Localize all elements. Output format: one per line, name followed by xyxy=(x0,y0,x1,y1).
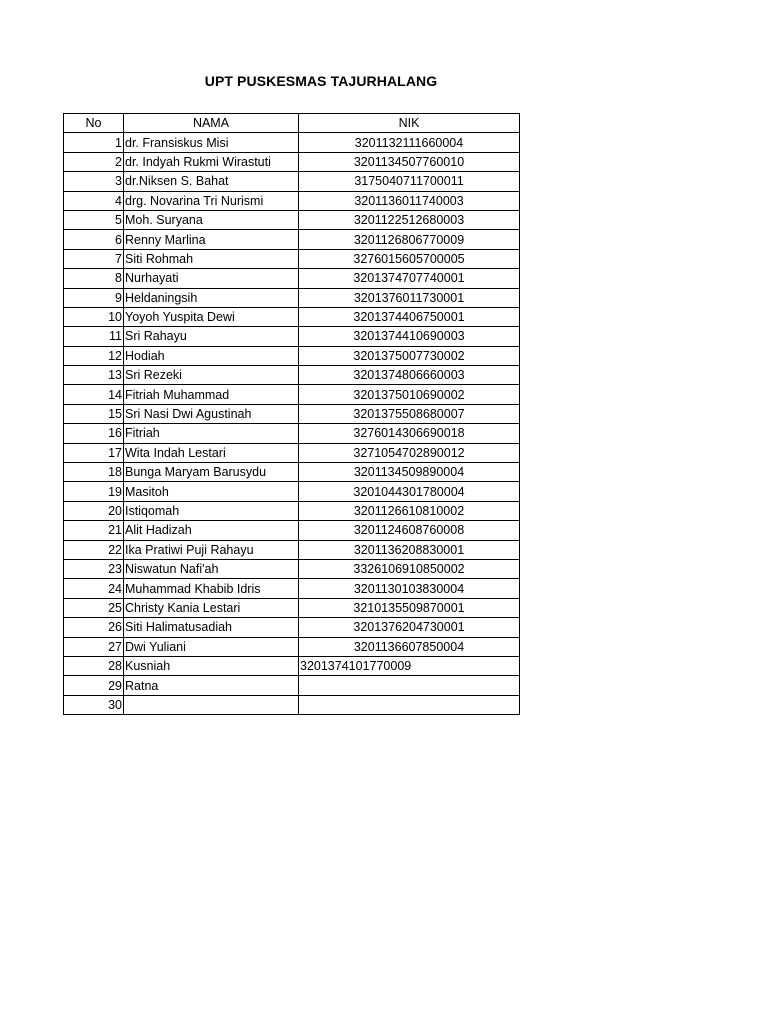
row-number: 18 xyxy=(64,463,124,482)
row-nik xyxy=(299,676,520,695)
row-number: 27 xyxy=(64,637,124,656)
row-name: Renny Marlina xyxy=(124,230,299,249)
column-header-nama: NAMA xyxy=(124,114,299,133)
row-name: dr. Indyah Rukmi Wirastuti xyxy=(124,152,299,171)
row-name: Fitriah Muhammad xyxy=(124,385,299,404)
row-name: Sri Rahayu xyxy=(124,327,299,346)
row-number: 12 xyxy=(64,346,124,365)
row-name xyxy=(124,695,299,714)
row-nik: 3175040711700011 xyxy=(299,172,520,191)
row-nik: 3201374806660003 xyxy=(299,366,520,385)
row-nik: 3201374101770009 xyxy=(299,656,520,675)
row-nik: 3210135509870001 xyxy=(299,598,520,617)
table-row xyxy=(64,133,520,152)
row-number: 28 xyxy=(64,656,124,675)
table-row xyxy=(64,307,520,326)
row-nik: 3326106910850002 xyxy=(299,559,520,578)
table-row xyxy=(64,501,520,520)
row-number: 22 xyxy=(64,540,124,559)
table-row xyxy=(64,191,520,210)
row-name: Dwi Yuliani xyxy=(124,637,299,656)
row-number: 20 xyxy=(64,501,124,520)
row-nik: 3201375508680007 xyxy=(299,404,520,423)
table-row xyxy=(64,172,520,191)
row-number: 10 xyxy=(64,307,124,326)
row-number: 14 xyxy=(64,385,124,404)
table-row xyxy=(64,579,520,598)
row-number: 2 xyxy=(64,152,124,171)
row-number: 8 xyxy=(64,269,124,288)
row-nik: 3201375010690002 xyxy=(299,385,520,404)
row-name: Bunga Maryam Barusydu xyxy=(124,463,299,482)
row-nik: 3201376011730001 xyxy=(299,288,520,307)
table-row xyxy=(64,366,520,385)
row-name: Christy Kania Lestari xyxy=(124,598,299,617)
table-row xyxy=(64,269,520,288)
row-name: Sri Rezeki xyxy=(124,366,299,385)
table-row xyxy=(64,443,520,462)
row-name: Sri Nasi Dwi Agustinah xyxy=(124,404,299,423)
page-title: UPT PUSKESMAS TAJURHALANG xyxy=(204,73,438,89)
table-row xyxy=(64,346,520,365)
row-nik xyxy=(299,695,520,714)
row-nik: 3201376204730001 xyxy=(299,618,520,637)
table-row xyxy=(64,676,520,695)
table-body xyxy=(64,133,520,715)
row-number: 16 xyxy=(64,424,124,443)
row-number: 11 xyxy=(64,327,124,346)
row-name: Ika Pratiwi Puji Rahayu xyxy=(124,540,299,559)
row-nik: 3201374410690003 xyxy=(299,327,520,346)
table-row xyxy=(64,249,520,268)
row-number: 19 xyxy=(64,482,124,501)
row-number: 17 xyxy=(64,443,124,462)
table-row xyxy=(64,637,520,656)
row-nik: 3201132111660004 xyxy=(299,133,520,152)
row-number: 9 xyxy=(64,288,124,307)
table-row xyxy=(64,230,520,249)
table-row xyxy=(64,152,520,171)
row-number: 24 xyxy=(64,579,124,598)
row-nik: 3276014306690018 xyxy=(299,424,520,443)
row-name: Muhammad Khabib Idris xyxy=(124,579,299,598)
row-nik: 3201044301780004 xyxy=(299,482,520,501)
row-nik: 3201126610810002 xyxy=(299,501,520,520)
row-name: Wita Indah Lestari xyxy=(124,443,299,462)
row-nik: 3201136011740003 xyxy=(299,191,520,210)
table-row xyxy=(64,210,520,229)
row-name: Masitoh xyxy=(124,482,299,501)
row-nik: 3271054702890012 xyxy=(299,443,520,462)
staff-table xyxy=(63,113,520,715)
table-row xyxy=(64,618,520,637)
row-nik: 3201122512680003 xyxy=(299,210,520,229)
row-name: Moh. Suryana xyxy=(124,210,299,229)
row-number: 21 xyxy=(64,521,124,540)
table-row xyxy=(64,288,520,307)
table-row xyxy=(64,540,520,559)
table-row xyxy=(64,463,520,482)
row-name: Hodiah xyxy=(124,346,299,365)
row-name: Heldaningsih xyxy=(124,288,299,307)
table-row xyxy=(64,404,520,423)
column-header-nik: NIK xyxy=(299,114,520,133)
row-name: Siti Halimatusadiah xyxy=(124,618,299,637)
row-name: Siti Rohmah xyxy=(124,249,299,268)
row-number: 1 xyxy=(64,133,124,152)
row-number: 3 xyxy=(64,172,124,191)
table-row xyxy=(64,424,520,443)
row-name: drg. Novarina Tri Nurismi xyxy=(124,191,299,210)
row-number: 6 xyxy=(64,230,124,249)
row-number: 26 xyxy=(64,618,124,637)
row-name: dr.Niksen S. Bahat xyxy=(124,172,299,191)
table-row xyxy=(64,385,520,404)
row-nik: 3276015605700005 xyxy=(299,249,520,268)
row-number: 5 xyxy=(64,210,124,229)
table-row xyxy=(64,598,520,617)
row-name: Kusniah xyxy=(124,656,299,675)
table-row xyxy=(64,521,520,540)
row-nik: 3201374406750001 xyxy=(299,307,520,326)
row-nik: 3201136607850004 xyxy=(299,637,520,656)
row-nik: 3201134507760010 xyxy=(299,152,520,171)
row-name: Ratna xyxy=(124,676,299,695)
row-name: dr. Fransiskus Misi xyxy=(124,133,299,152)
row-name: Fitriah xyxy=(124,424,299,443)
row-name: Niswatun Nafi'ah xyxy=(124,559,299,578)
row-nik: 3201136208830001 xyxy=(299,540,520,559)
row-number: 23 xyxy=(64,559,124,578)
row-nik: 3201134509890004 xyxy=(299,463,520,482)
row-name: Yoyoh Yuspita Dewi xyxy=(124,307,299,326)
row-number: 25 xyxy=(64,598,124,617)
row-number: 13 xyxy=(64,366,124,385)
row-name: Istiqomah xyxy=(124,501,299,520)
table-row xyxy=(64,695,520,714)
table-row xyxy=(64,656,520,675)
table-row xyxy=(64,482,520,501)
column-header-no: No xyxy=(64,114,124,133)
row-nik: 3201126806770009 xyxy=(299,230,520,249)
row-nik: 3201124608760008 xyxy=(299,521,520,540)
row-nik: 3201130103830004 xyxy=(299,579,520,598)
row-name: Nurhayati xyxy=(124,269,299,288)
row-number: 29 xyxy=(64,676,124,695)
table-row xyxy=(64,327,520,346)
table-header-row xyxy=(64,114,520,133)
row-number: 15 xyxy=(64,404,124,423)
row-number: 7 xyxy=(64,249,124,268)
row-name: Alit Hadizah xyxy=(124,521,299,540)
row-number: 4 xyxy=(64,191,124,210)
row-nik: 3201375007730002 xyxy=(299,346,520,365)
row-nik: 3201374707740001 xyxy=(299,269,520,288)
row-number: 30 xyxy=(64,695,124,714)
table-row xyxy=(64,559,520,578)
